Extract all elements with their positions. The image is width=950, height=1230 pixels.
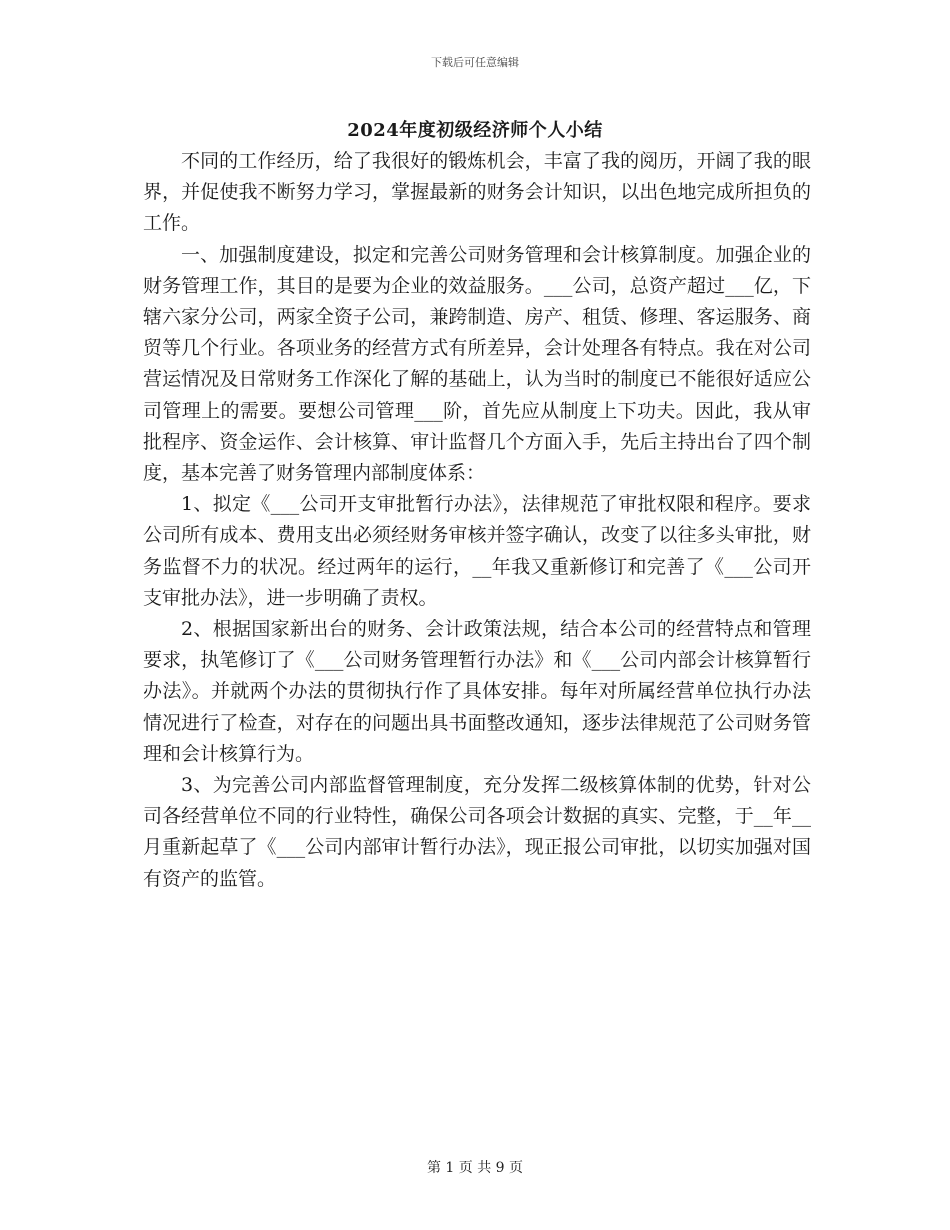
document-body xyxy=(143,146,811,895)
page-number: 第 1 页 共 9 页 xyxy=(426,1160,524,1176)
document-title: 2024年度初级经济师个人小结 xyxy=(347,120,603,141)
paragraph-item-two: 2、根据国家新出台的财务、会计政策法规，结合本公司的经营特点和管理要求，执笔修订了《___公司财务管理暂行办法》和《___公司内部会计核算暂行办法》。并就两个办法的贯彻执行作了具体安排。每年对所属经营单位执行办法情况进行了检查，对存在的问题出具书面整改通知，逐步法律规范了公司财务管理和会计核算行为。 xyxy=(143,618,811,765)
paragraph-section-one: 一、加强制度建设，拟定和完善公司财务管理和会计核算制度。加强企业的财务管理工作，其目的是要为企业的效益服务。___公司，总资产超过___亿，下辖六家分公司，两家全资子公司，兼跨制造、房产、租赁、修理、客运服务、商贸等几个行业。各项业务的经营方式有所差异，会计处理各有特点。我在对公司营运情况及日常财务工作深化了解的基础上，认为当时的制度已不能很好适应公司管理上的需要。要想公司管理___阶，首先应从制度上下功夫。因此，我从审批程序、资金运作、会计核算、审计监督几个方面入手，先后主持出台了四个制度，基本完善了财务管理内部制度体系： xyxy=(143,243,811,485)
paragraph-item-one: 1、拟定《___公司开支审批暂行办法》，法律规范了审批权限和程序。要求公司所有成本、费用支出必须经财务审核并签字确认，改变了以往多头审批，财务监督不力的状况。经过两年的运行，__年我又重新修订和完善了《___公司开支审批办法》，进一步明确了责权。 xyxy=(143,493,811,609)
header-note: 下载后可任意编辑 xyxy=(431,56,519,69)
paragraph-intro: 不同的工作经历，给了我很好的锻炼机会，丰富了我的阅历，开阔了我的眼界，并促使我不断努力学习，掌握最新的财务会计知识，以出色地完成所担负的工作。 xyxy=(143,150,811,235)
paragraph-item-three: 3、为完善公司内部监督管理制度，充分发挥二级核算体制的优势，针对公司各经营单位不同的行业特性，确保公司各项会计数据的真实、完整，于__年__月重新起草了《___公司内部审计暂行办法》，现正报公司审批，以切实加强对国有资产的监管。 xyxy=(143,774,811,890)
